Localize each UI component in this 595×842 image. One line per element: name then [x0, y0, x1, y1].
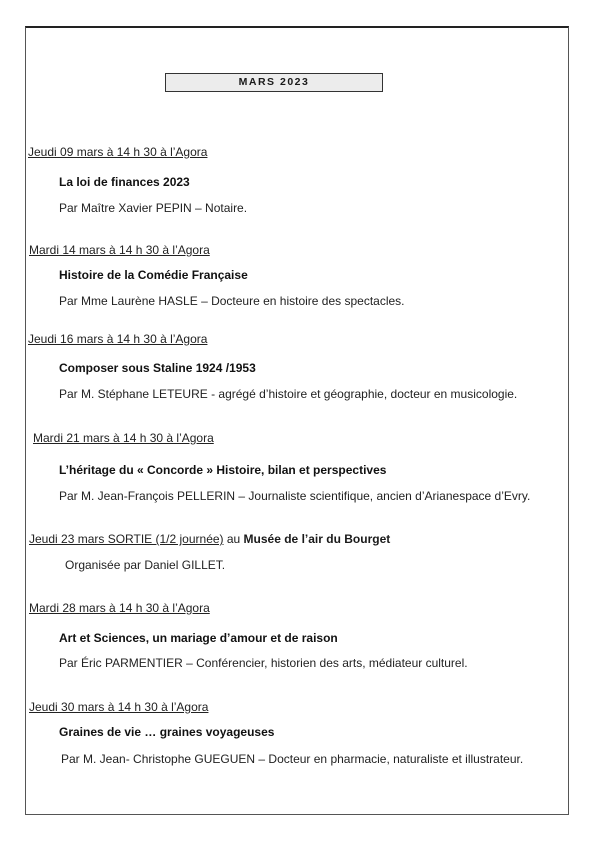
event-date: Jeudi 09 mars à 14 h 30 à l’Agora	[28, 145, 208, 159]
event-topic: L’héritage du « Concorde » Histoire, bilan et perspectives	[59, 463, 387, 477]
event-speaker: Organisée par Daniel GILLET.	[65, 558, 226, 572]
event-topic: Histoire de la Comédie Française	[59, 268, 248, 282]
outing-line	[29, 532, 390, 546]
event-speaker: Par Maître Xavier PEPIN – Notaire.	[59, 201, 248, 215]
event-topic: Art et Sciences, un mariage d’amour et de raison	[59, 631, 338, 645]
event-speaker: Par Mme Laurène HASLE – Docteure en histoire des spectacles.	[59, 294, 405, 308]
event-date: Mardi 28 mars à 14 h 30 à l’Agora	[29, 601, 210, 615]
outing-place: Musée de l’air du Bourget	[243, 532, 391, 546]
event-topic: Graines de vie … graines voyageuses	[59, 725, 275, 739]
event-speaker: Par M. Jean- Christophe GUEGUEN – Docteur en pharmacie, naturaliste et illustrateur.	[61, 752, 524, 766]
event-speaker: Par Éric PARMENTIER – Conférencier, historien des arts, médiateur culturel.	[59, 656, 468, 670]
event-date: Mardi 14 mars à 14 h 30 à l’Agora	[29, 243, 210, 257]
event-topic: La loi de finances 2023	[59, 175, 190, 189]
outing-connector: au	[223, 532, 244, 546]
event-speaker: Par M. Stéphane LETEURE - agrégé d’histoire et géographie, docteur en musicologie.	[59, 387, 518, 401]
event-date: Jeudi 16 mars à 14 h 30 à l’Agora	[28, 332, 208, 346]
event-speaker: Par M. Jean-François PELLERIN – Journaliste scientifique, ancien d’Arianespace d’Evry.	[59, 489, 531, 503]
event-date: Jeudi 30 mars à 14 h 30 à l’Agora	[29, 700, 209, 714]
event-date: Mardi 21 mars à 14 h 30 à l’Agora	[33, 431, 214, 445]
month-title: MARS 2023	[165, 73, 383, 92]
event-date: Jeudi 23 mars SORTIE (1/2 journée)	[29, 532, 224, 546]
event-topic: Composer sous Staline 1924 /1953	[59, 361, 256, 375]
